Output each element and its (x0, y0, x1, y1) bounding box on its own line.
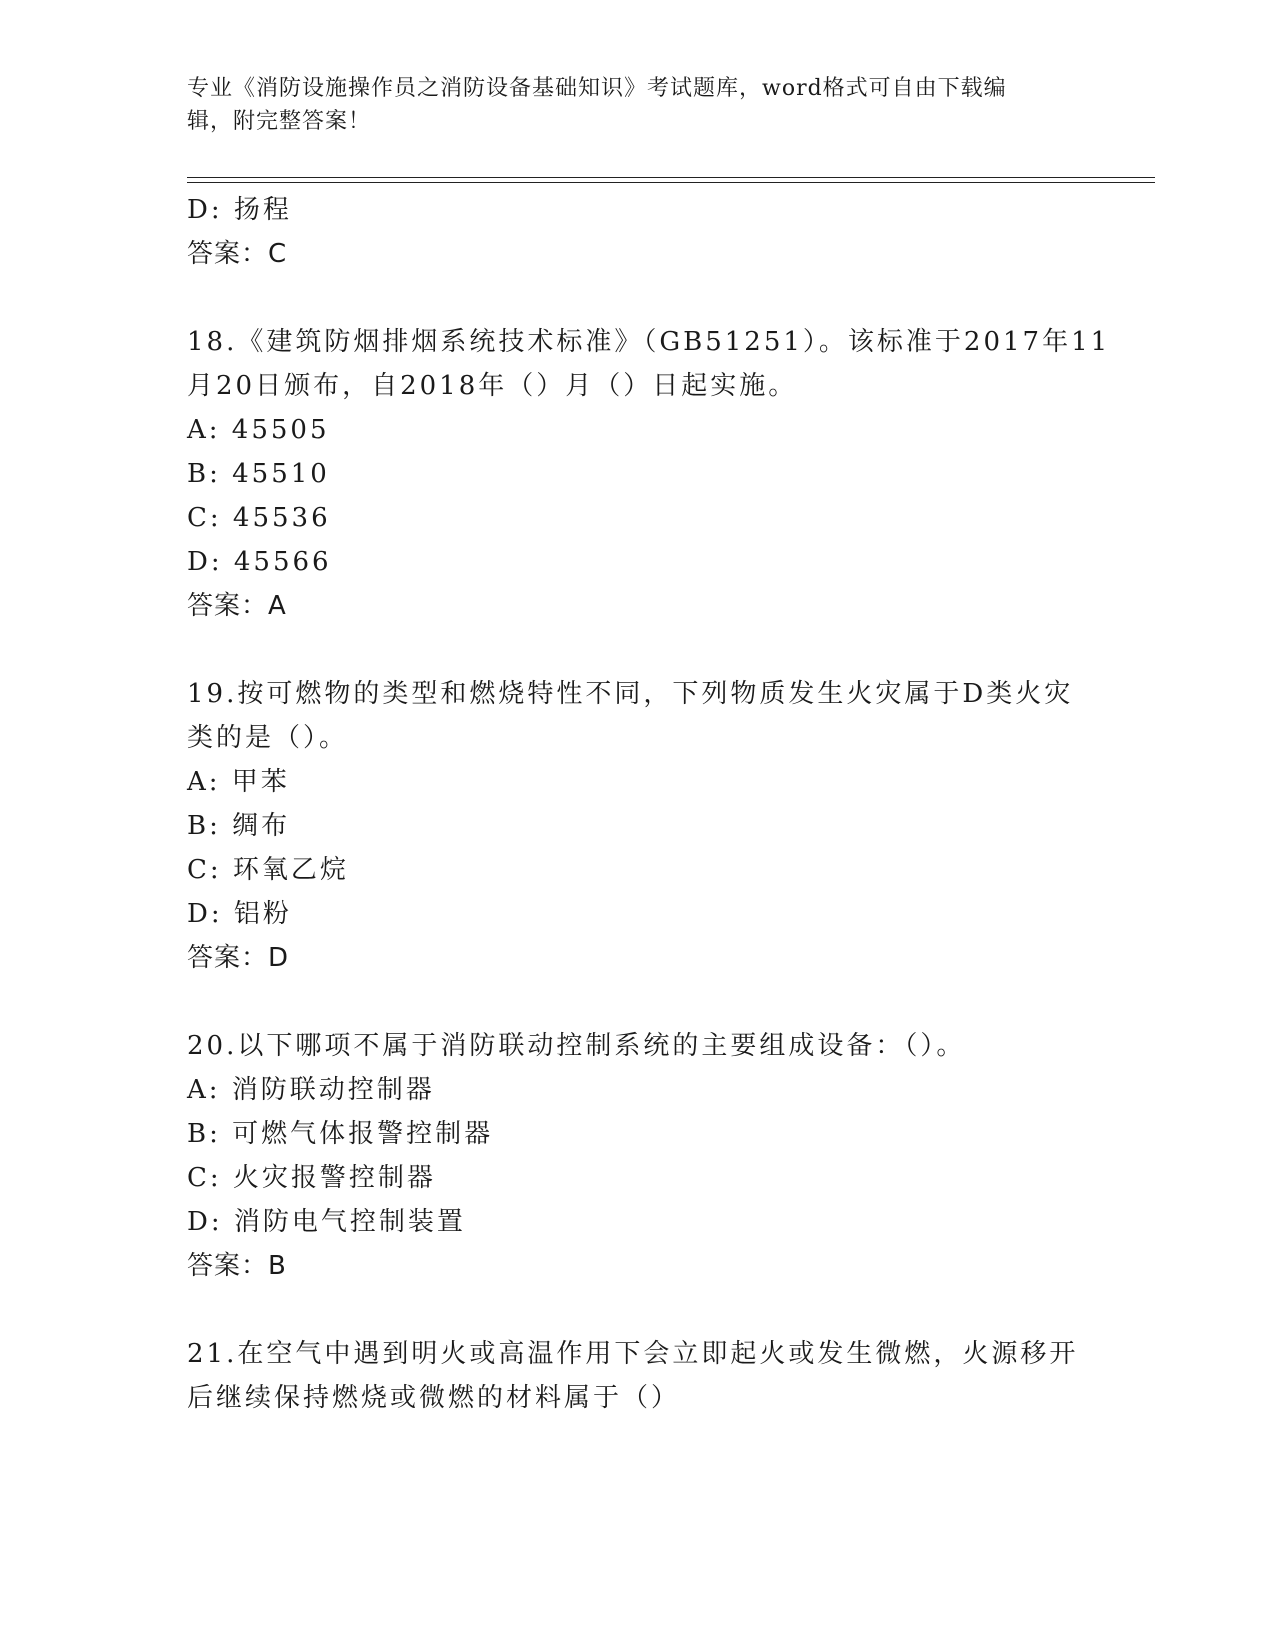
q20-option-c: C: 火灾报警控制器 (187, 1163, 436, 1193)
q20-answer: 答案：B (187, 1251, 287, 1281)
q18-stem-line-2: 月20日颁布，自2018年（）月（）日起实施。 (187, 371, 798, 401)
q18-answer: 答案：A (187, 591, 287, 621)
q18-option-b: B: 45510 (187, 459, 330, 489)
q21-stem-line-2: 后继续保持燃烧或微燃的材料属于（） (187, 1383, 681, 1413)
document-header (187, 72, 1087, 138)
header-line-1: 专业《消防设施操作员之消防设备基础知识》考试题库，word格式可自由下载编 (187, 76, 1007, 101)
q19-option-b: B: 绸布 (187, 811, 291, 841)
q18-option-a: A: 45505 (187, 415, 330, 445)
q20-option-d: D: 消防电气控制装置 (187, 1207, 466, 1237)
q19-stem-line-2: 类的是（）。 (187, 723, 349, 753)
q19-answer: 答案：D (187, 943, 290, 973)
q20-option-b: B: 可燃气体报警控制器 (187, 1119, 494, 1149)
header-divider-top (187, 177, 1155, 178)
prev-answer: 答案：C (187, 239, 288, 269)
prev-option-d: D: 扬程 (187, 195, 292, 225)
q18-option-c: C: 45536 (187, 503, 331, 533)
header-divider-bottom (187, 182, 1155, 183)
q18-option-d: D: 45566 (187, 547, 332, 577)
q19-option-d: D: 铝粉 (187, 899, 292, 929)
q20-option-a: A: 消防联动控制器 (187, 1075, 435, 1105)
q20-stem-line-1: 20.以下哪项不属于消防联动控制系统的主要组成设备：（）。 (187, 1031, 966, 1061)
q19-stem-line-1: 19.按可燃物的类型和燃烧特性不同，下列物质发生火灾属于D类火灾 (187, 679, 1074, 709)
q19-option-a: A: 甲苯 (187, 767, 290, 797)
q19-option-c: C: 环氧乙烷 (187, 855, 349, 885)
q21-stem-line-1: 21.在空气中遇到明火或高温作用下会立即起火或发生微燃，火源移开 (187, 1339, 1079, 1369)
header-line-2: 辑，附完整答案！ (187, 109, 372, 134)
q18-stem-line-1: 18.《建筑防烟排烟系统技术标准》（GB51251）。该标准于2017年11 (187, 327, 1111, 357)
